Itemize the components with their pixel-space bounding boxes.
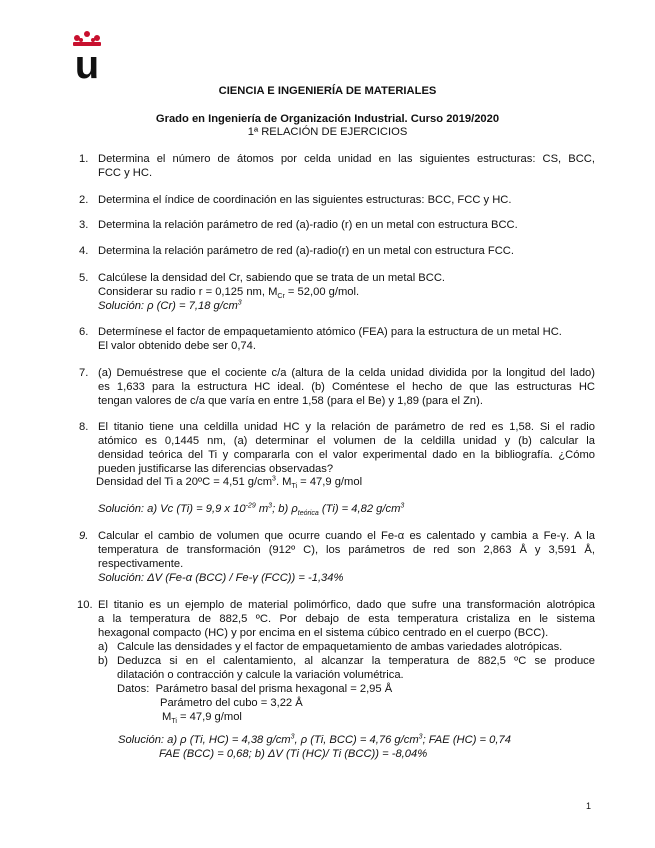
exercise-7: 7. (a) Demuéstrese que el cociente c/a (altura de la celda unidad dividida por la longitud del lado) es 1,633 para la estructura HC ideal. (b) Coméntese el hecho de que las estructuras HC tengan valores de c/a que varía en entre 1,58 (para el Be) y 1,89 (para el Zn). — [79, 367, 595, 407]
exercise-3: 3. Determina la relación parámetro de red (a)-radio (r) en un metal con estructura BCC. — [79, 219, 518, 231]
exercise-10-b: b) Deduzca si en el calentamiento, al alcanzar la temperatura de 882,5 ºC se produce dilatación o contracción y calcule la variación volumétrica. — [98, 655, 595, 681]
exercise-10: 10. El titanio es un ejemplo de material polimórfico, dado que sufre una transformación alotrópica a la temperatura de 882,5 ºC. Por debajo de esta temperatura cristaliza en le sistema hexagonal compacto (HC) y por encima en el sistema cúbico centrado en el cuerpo (BCC). a) Calcule las densidades y el factor de empaquetamiento de ambas variedades alotrópicas. b) Deduzca si en el calentamiento, al alcanzar la temperatura de 882,5 ºC se produce dilatación o contracción y calcule la variación volumétrica. — [77, 599, 595, 681]
exercise-8: 8. El titanio tiene una celdilla unidad HC y la relación de parámetro de red es 1,58. Si el radio atómico es 0,1445 nm, (a) determinar el volumen de la celdilla unidad y (b) calcular la densidad teórica del Ti y compararla con el valor experimental dado en la bibliografía. ¿Cómo pueden justificarse las diferencias observadas? — [79, 421, 595, 475]
course-title: CIENCIA E INGENIERÍA DE MATERIALES — [218, 85, 437, 97]
page-number: 1 — [586, 801, 592, 811]
solution-10: Solución: a) ρ (Ti, HC) = 4,38 $g/cm^3$, ρ (Ti, BCC) = 4,76 $g/cm^3$; FAE (HC) = 0,74 FAE (BCC) = 0,68; b) ΔV (Ti (HC)/ Ti (BCC)) = -8,04% — [118, 733, 511, 760]
exercise-6: 6. Determínese el factor de empaquetamiento atómico (FEA) para la estructura de un metal HC. El valor obtenido debe ser 0,74. — [79, 326, 562, 352]
exercise-4: 4. Determina la relación parámetro de red (a)-radio(r) en un metal con estructura FCC. — [79, 245, 514, 257]
solution-8: Solución: a) Vc (Ti) = 9,9 x $10^{-29}$ $m^3$; b) $\rho_{teórica}$ (Ti) = 4,82 $g/cm^3$ — [98, 502, 405, 518]
exercise-5: 5. Calcúlese la densidad del Cr, sabiendo que se trata de un metal BCC. Considerar su radio r = 0,125 nm, $M_{Cr} = 52,00$ g/mol. Solución: ρ (Cr) = 7,18 $g/cm^3$ — [79, 271, 595, 313]
logo-letter: u — [74, 43, 100, 82]
degree-subtitle: Grado en Ingeniería de Organización Industrial. Curso 2019/2020 — [155, 113, 500, 125]
exercise-10-a: a) Calcule las densidades y el factor de empaquetamiento de ambas variedades alotrópicas. — [98, 641, 563, 653]
exercise-10-datos: Datos: Parámetro basal del prisma hexagonal = 2,95 Å Parámetro del cubo = 3,22 Å $M_{Ti} = 47,9$ g/mol — [117, 683, 393, 726]
university-logo — [70, 30, 104, 82]
exercise-1: 1. Determina el número de átomos por celda unidad en las siguientes estructuras: CS, BCC, FCC y HC. — [79, 153, 595, 179]
relation-heading: 1ª RELACIÓN DE EJERCICIOS — [247, 126, 408, 138]
exercise-2: 2. Determina el índice de coordinación en las siguientes estructuras: BCC, FCC y HC. — [79, 194, 512, 206]
solution-9: Solución: ΔV (Fe-α (BCC) / Fe-γ (FCC)) = -1,34% — [98, 572, 344, 584]
solution-5: Solución: ρ (Cr) = 7,18 $g/cm^3$ — [98, 299, 242, 312]
exercise-8-data: Densidad del Ti a 20ºC = 4,51 $g/cm^3$. $M_{Ti} = 47,9$ g/mol — [96, 475, 363, 491]
exercise-9: 9. Calcular el cambio de volumen que ocurre cuando el Fe-α es calentado y cambia a Fe-γ. A la temperatura de transformación (912º C), los parámetros de red son 2,863 Å y 3,591 Å, respectivamente. Solución: ΔV (Fe-α (BCC) / Fe-γ (FCC)) = -1,34% — [79, 530, 595, 584]
